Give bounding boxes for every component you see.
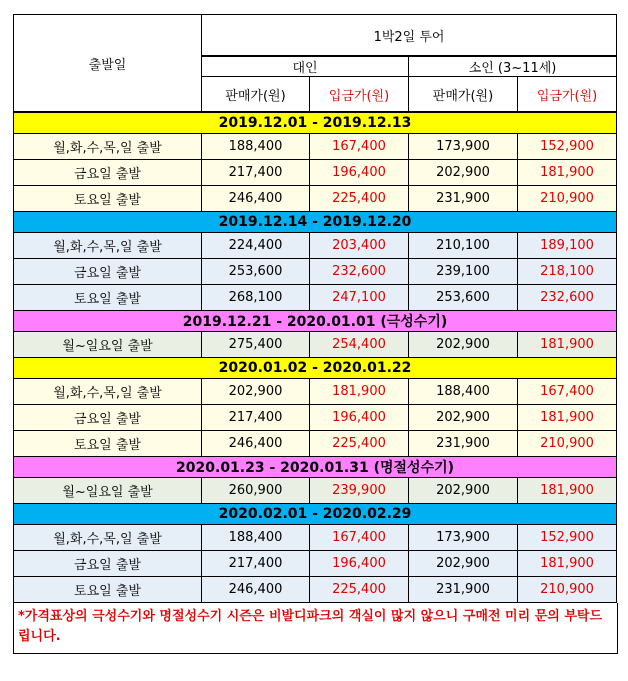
row-label: 금요일 출발 [14,551,202,577]
adult-deposit-price: 225,400 [310,577,409,603]
child-deposit-price: 181,900 [518,332,617,358]
adult-deposit-price: 225,400 [310,431,409,457]
row-label: 월~일요일 출발 [14,478,202,504]
table-row [14,551,617,577]
period-header: 2019.12.14 - 2019.12.20 [14,212,617,233]
table-row [14,577,617,603]
child-deposit-price: 210,900 [518,577,617,603]
footnote: *가격표상의 극성수기와 명절성수기 시즌은 비발디파크의 객실이 많지 않으니 구매전 미리 문의 부탁드립니다. [13,603,618,654]
row-label: 토요일 출발 [14,285,202,311]
child-deposit-price: 232,600 [518,285,617,311]
header-tour: 1박2일 투어 [202,15,617,57]
table-row [14,431,617,457]
child-deposit-price: 189,100 [518,233,617,259]
child-sale-price: 202,900 [409,332,518,358]
child-sale-price: 173,900 [409,134,518,160]
table-row [14,525,617,551]
child-deposit-price: 152,900 [518,134,617,160]
row-label: 월,화,수,목,일 출발 [14,379,202,405]
child-deposit-price: 181,900 [518,551,617,577]
row-label: 토요일 출발 [14,186,202,212]
period-header: 2020.01.23 - 2020.01.31 (명절성수기) [14,457,617,478]
adult-deposit-price: 225,400 [310,186,409,212]
child-sale-price: 239,100 [409,259,518,285]
adult-sale-price: 202,900 [202,379,310,405]
child-sale-price: 188,400 [409,379,518,405]
adult-sale-price: 268,100 [202,285,310,311]
adult-sale-price: 253,600 [202,259,310,285]
adult-sale-price: 246,400 [202,186,310,212]
child-sale-price: 253,600 [409,285,518,311]
table-row [14,379,617,405]
row-label: 월,화,수,목,일 출발 [14,233,202,259]
row-label: 토요일 출발 [14,431,202,457]
child-sale-price: 202,900 [409,160,518,186]
adult-deposit-price: 247,100 [310,285,409,311]
table-row [14,160,617,186]
price-table-container [13,14,616,654]
adult-deposit-price: 196,400 [310,405,409,431]
row-label: 월~일요일 출발 [14,332,202,358]
adult-sale-price: 246,400 [202,577,310,603]
child-sale-price: 231,900 [409,186,518,212]
period-header: 2020.02.01 - 2020.02.29 [14,504,617,525]
table-row [14,186,617,212]
child-sale-price: 202,900 [409,551,518,577]
price-table [13,14,617,603]
child-sale-price: 210,100 [409,233,518,259]
period-header: 2019.12.21 - 2020.01.01 (극성수기) [14,311,617,332]
adult-sale-price: 246,400 [202,431,310,457]
header-child: 소인 (3~11세) [409,56,617,77]
child-deposit-price: 181,900 [518,405,617,431]
adult-deposit-price: 167,400 [310,525,409,551]
child-sale-price: 231,900 [409,577,518,603]
child-deposit-price: 218,100 [518,259,617,285]
adult-deposit-price: 232,600 [310,259,409,285]
period-header: 2019.12.01 - 2019.12.13 [14,112,617,134]
child-sale-price: 173,900 [409,525,518,551]
table-row [14,233,617,259]
adult-deposit-price: 254,400 [310,332,409,358]
header-adult-sale: 판매가(원) [202,77,310,113]
header-child-sale: 판매가(원) [409,77,518,113]
adult-sale-price: 188,400 [202,525,310,551]
row-label: 월,화,수,목,일 출발 [14,525,202,551]
child-deposit-price: 210,900 [518,431,617,457]
adult-deposit-price: 181,900 [310,379,409,405]
adult-sale-price: 275,400 [202,332,310,358]
adult-sale-price: 217,400 [202,160,310,186]
adult-deposit-price: 239,900 [310,478,409,504]
child-deposit-price: 167,400 [518,379,617,405]
period-header: 2020.01.02 - 2020.01.22 [14,358,617,379]
row-label: 금요일 출발 [14,160,202,186]
header-adult: 대인 [202,56,409,77]
child-sale-price: 231,900 [409,431,518,457]
row-label: 금요일 출발 [14,405,202,431]
table-row [14,259,617,285]
adult-deposit-price: 196,400 [310,551,409,577]
child-sale-price: 202,900 [409,478,518,504]
table-row [14,332,617,358]
adult-sale-price: 260,900 [202,478,310,504]
row-label: 토요일 출발 [14,577,202,603]
row-label: 금요일 출발 [14,259,202,285]
child-deposit-price: 152,900 [518,525,617,551]
table-row [14,478,617,504]
adult-sale-price: 224,400 [202,233,310,259]
header-adult-deposit: 입금가(원) [310,77,409,113]
adult-sale-price: 217,400 [202,405,310,431]
child-sale-price: 202,900 [409,405,518,431]
table-row [14,134,617,160]
adult-deposit-price: 167,400 [310,134,409,160]
child-deposit-price: 181,900 [518,160,617,186]
adult-deposit-price: 203,400 [310,233,409,259]
child-deposit-price: 181,900 [518,478,617,504]
adult-sale-price: 188,400 [202,134,310,160]
table-row [14,405,617,431]
adult-sale-price: 217,400 [202,551,310,577]
table-row [14,285,617,311]
child-deposit-price: 210,900 [518,186,617,212]
header-departure: 출발일 [14,15,202,113]
adult-deposit-price: 196,400 [310,160,409,186]
header-child-deposit: 입금가(원) [518,77,617,113]
row-label: 월,화,수,목,일 출발 [14,134,202,160]
